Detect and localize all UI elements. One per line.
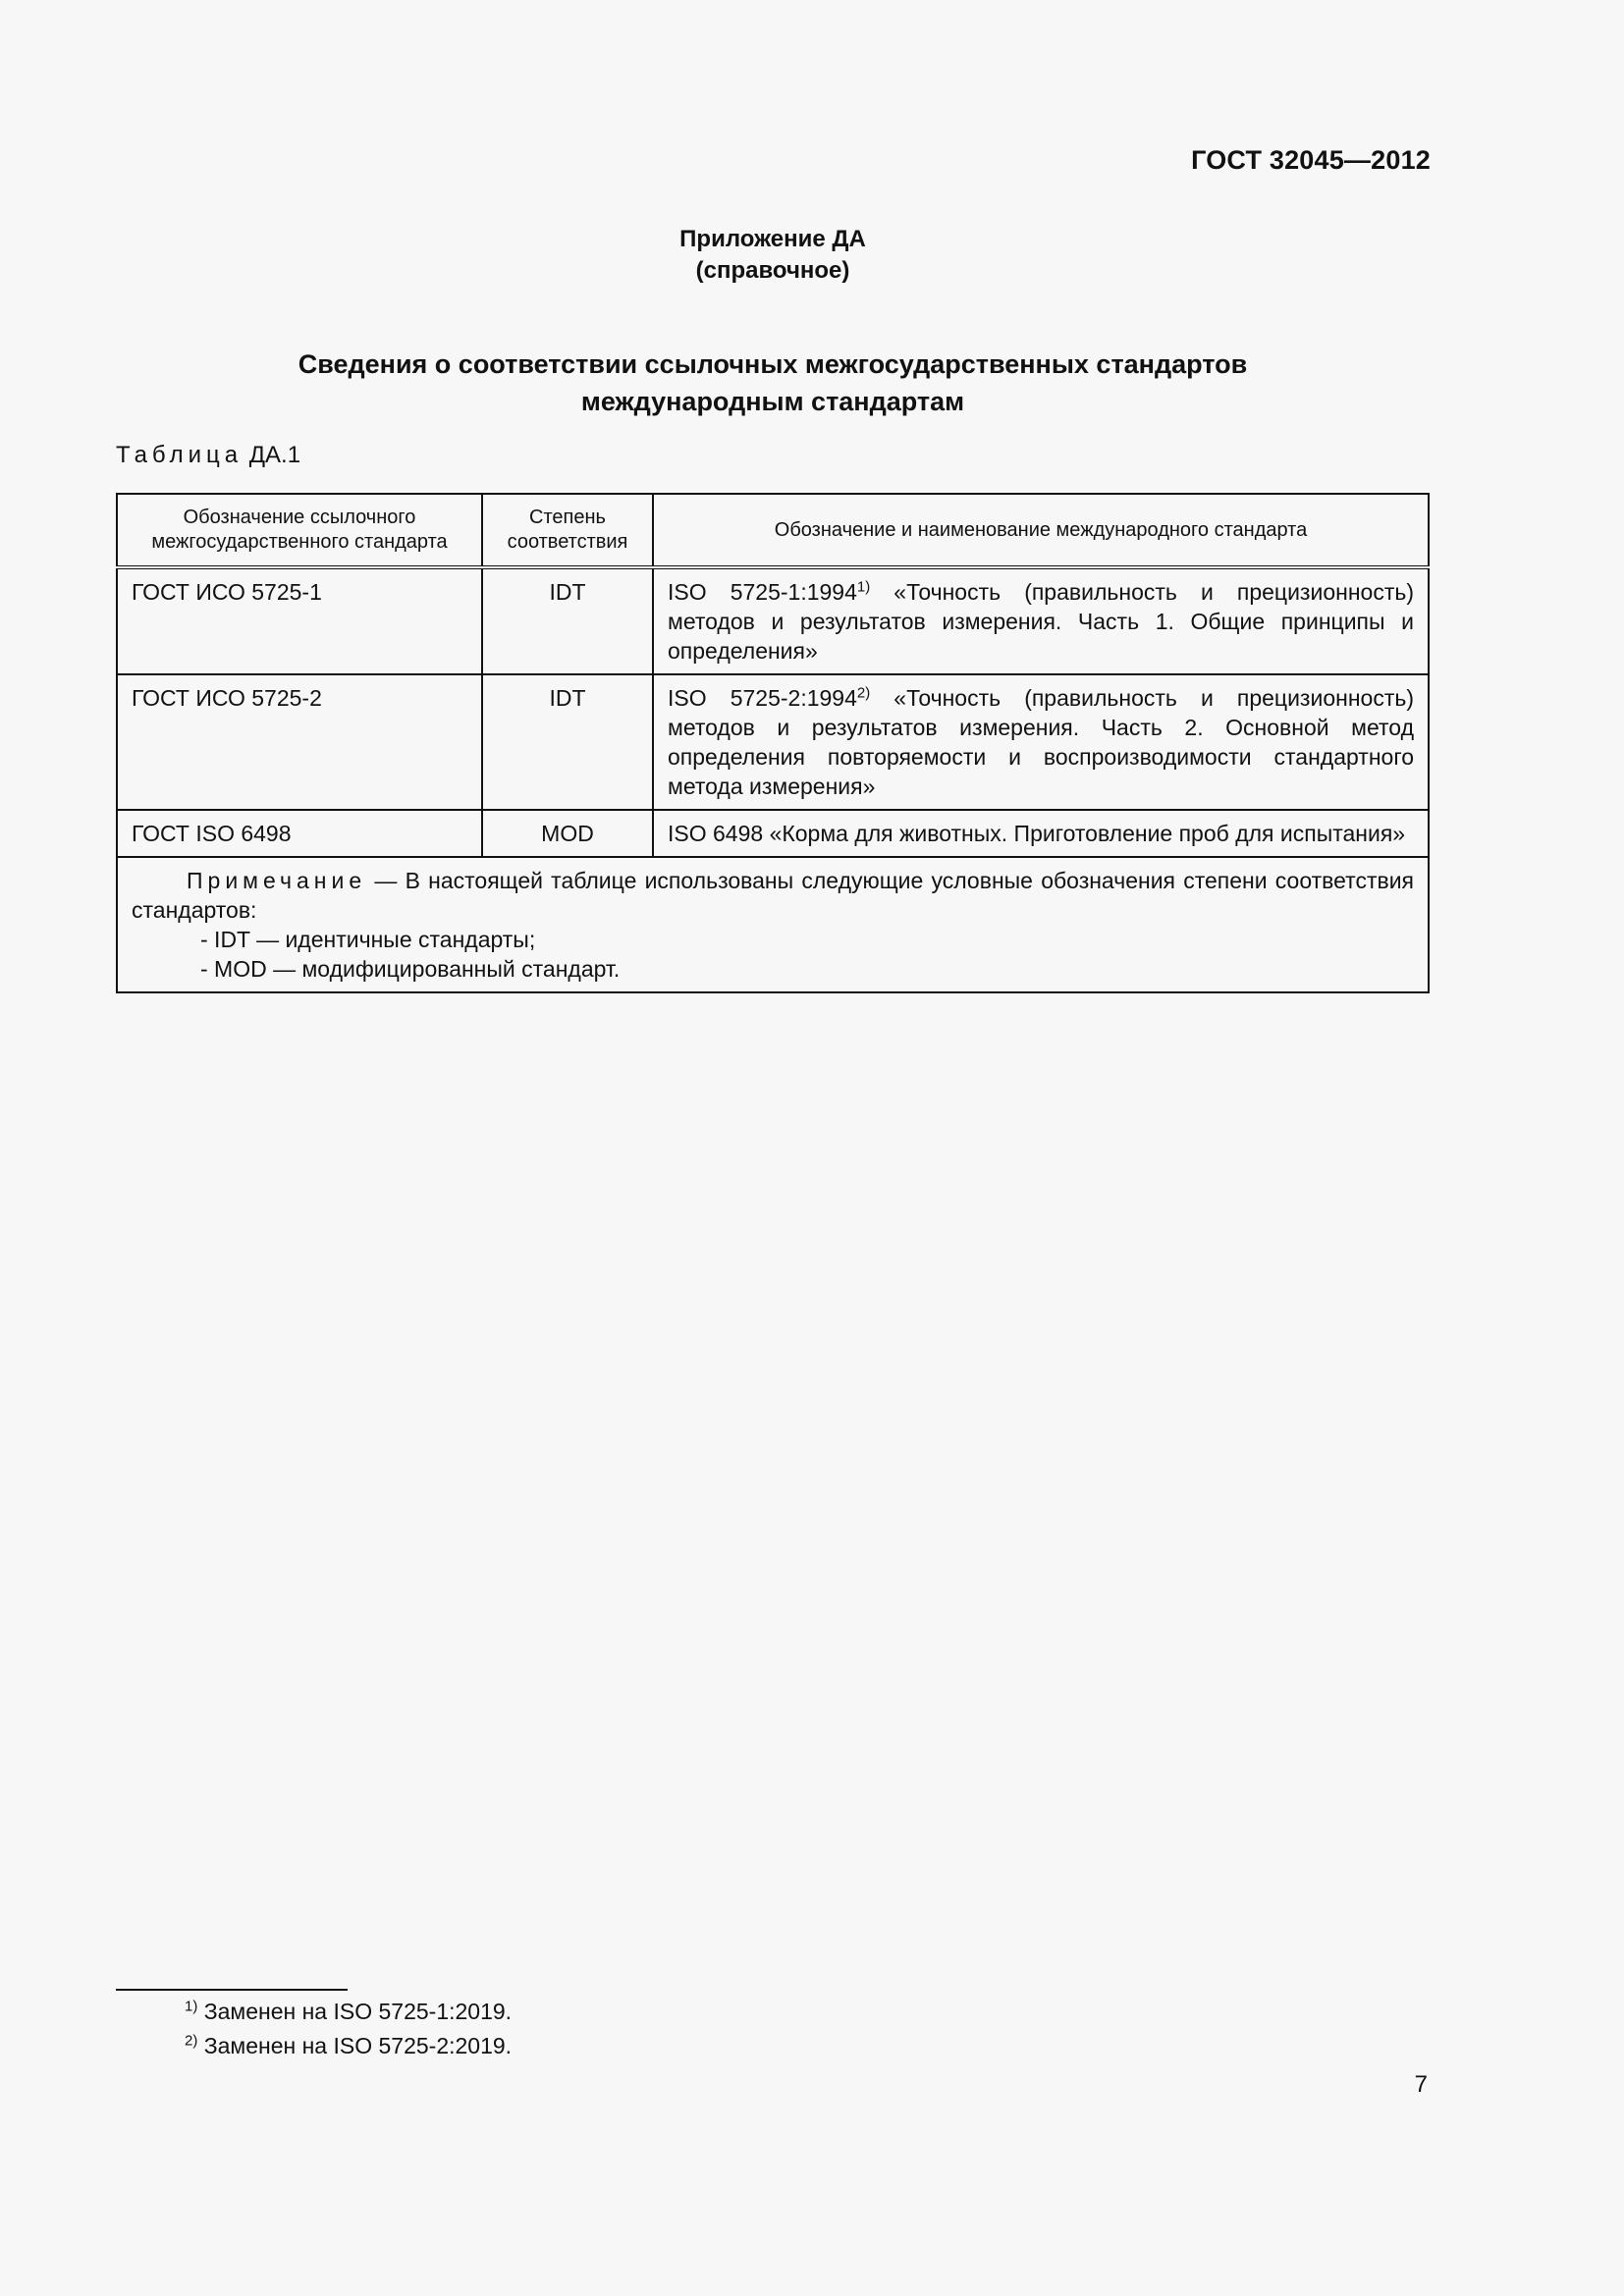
section-title-line-1: Сведения о соответствии ссылочных межгосударственных стандартов <box>298 349 1248 379</box>
table-note-row <box>117 857 1429 992</box>
footnote-divider <box>116 1989 348 1991</box>
table-row <box>117 674 1429 810</box>
cell-designation: ГОСТ ИСО 5725-2 <box>117 674 482 810</box>
standards-table <box>116 493 1430 993</box>
cell-international-standard: ISO 5725-2:1994$^{2)}$ «Точность (правильность и прецизионность) методов и результатов измерения. Часть 2. Основной метод определения повторяемости и воспроизводимости стандартного метода измерения» <box>653 674 1429 810</box>
header-designation: Обозначение ссылочного межгосударственного стандарта <box>117 494 482 567</box>
footnote-mark: 2) <box>185 2032 198 2050</box>
table-note <box>117 857 1429 992</box>
section-title-line-2: международным стандартам <box>580 387 965 416</box>
appendix-title: Приложение ДА <box>679 226 866 252</box>
cell-degree: MOD <box>482 810 653 857</box>
note-label: Примечание <box>187 868 367 893</box>
header-degree: Степень соответствия <box>482 494 653 567</box>
table-row <box>117 810 1429 857</box>
cell-degree: IDT <box>482 674 653 810</box>
cell-international-standard: ISO 6498 «Корма для животных. Приготовление проб для испытания» <box>653 810 1429 857</box>
section-title <box>0 346 1545 420</box>
note-item: - MOD — модифицированный стандарт. <box>200 956 621 982</box>
table-caption <box>116 442 300 469</box>
page-number: 7 <box>1414 2071 1428 2098</box>
footnote: $^{2)}$ Заменен на ISO 5725-2:2019. <box>185 2032 513 2058</box>
note-text: — В настоящей таблице использованы следующие условные обозначения степени соответствия стандартов: <box>132 868 1414 923</box>
cell-degree: IDT <box>482 567 653 674</box>
table-caption-label: Таблица <box>116 442 244 468</box>
table-header-row <box>117 494 1429 567</box>
table-row <box>117 567 1429 674</box>
cell-international-standard: ISO 5725-1:1994$^{1)}$ «Точность (правильность и прецизионность) методов и результатов измерения. Часть 1. Общие принципы и определения» <box>653 567 1429 674</box>
note-item: - IDT — идентичные стандарты; <box>200 927 536 952</box>
footnote-mark: 1) <box>185 1998 198 2015</box>
header-international-standard: Обозначение и наименование международного стандарта <box>653 494 1429 567</box>
footnote-ref: 2) <box>856 684 871 702</box>
footnote-ref: 1) <box>856 578 871 596</box>
cell-designation: ГОСТ ISO 6498 <box>117 810 482 857</box>
document-code: ГОСТ 32045—2012 <box>1191 145 1431 175</box>
footnote: $^{1)}$ Заменен на ISO 5725-1:2019. <box>185 1998 513 2024</box>
appendix-subtitle: (справочное) <box>695 257 850 284</box>
table-caption-number: ДА.1 <box>248 442 301 468</box>
cell-designation: ГОСТ ИСО 5725-1 <box>117 567 482 674</box>
